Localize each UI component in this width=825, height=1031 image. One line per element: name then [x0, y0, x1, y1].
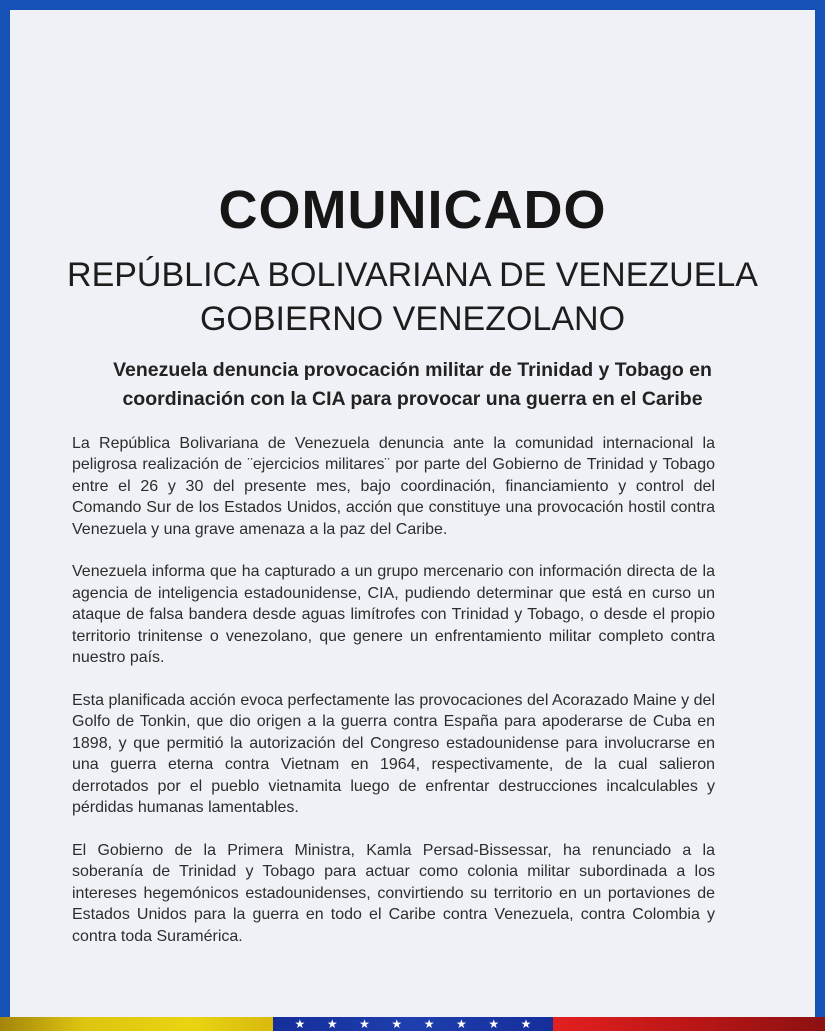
org-name-line2: GOBIERNO VENEZOLANO [199, 299, 626, 338]
flag-red-band [553, 1017, 825, 1031]
flag-star-icon: ★ [359, 1017, 370, 1031]
paragraph-1: La República Bolivariana de Venezuela denuncia ante la comunidad internacional la peligrosa realización de ¨ejercicios militares¨ por parte del Gobierno de Trinidad y Tobago entre el 26 y 30 del presente mes, bajo coordinación, financiamiento y control del Comando Sur de los Estados Unidos, acción que constituye una provocación hostil contra Venezuela y una grave amenaza a la paz del Caribe. [72, 434, 715, 538]
document-title: COMUNICADO [218, 180, 607, 240]
flag-star-icon: ★ [326, 1017, 338, 1031]
flag-star-icon: ★ [488, 1017, 500, 1031]
venezuela-flag-stripe [0, 1017, 825, 1031]
flag-star-icon: ★ [294, 1017, 306, 1031]
paragraph-3: Esta planificada acción evoca perfectamente las provocaciones del Acorazado Maine y del Golfo de Tonkin, que dio origen a la guerra contra España para apoderarse de Cuba en 1898, y que permitió la autorización del Congreso estadounidense para involucrarse en una guerra eterna contra Vietnam en 1964, respectivamente, de la cual salieron derrotados por el pueblo vietnamita luego de enfrentar destrucciones incalculables y pérdidas humanas lamentables. [72, 691, 715, 817]
flag-star-icon: ★ [391, 1017, 403, 1031]
document-content [10, 10, 815, 947]
org-name-line1: REPÚBLICA BOLIVARIANA DE VENEZUELA [67, 255, 758, 294]
flag-yellow-band [0, 1017, 273, 1031]
document-body [72, 433, 715, 948]
flag-blue-band [273, 1017, 553, 1031]
flag-star-icon: ★ [520, 1017, 532, 1031]
flag-star-icon: ★ [423, 1017, 435, 1031]
flag-star-icon: ★ [456, 1017, 467, 1031]
document-headline: Venezuela denuncia provocación militar de Trinidad y Tobago en coordinación con la CIA para provocar una guerra en el Caribe [113, 359, 712, 411]
document-sheet [10, 10, 815, 1017]
paragraph-2: Venezuela informa que ha capturado a un grupo mercenario con información directa de la agencia de inteligencia estadounidense, CIA, pudiendo determinar que está en curso un ataque de falsa bandera desde aguas limítrofes con Trinidad y Tobago, o desde el propio territorio trinitense o venezolano, que genere un enfrentamiento militar completo contra nuestro país. [72, 563, 715, 667]
paragraph-4: El Gobierno de la Primera Ministra, Kamla Persad-Bissessar, ha renunciado a la soberanía de Trinidad y Tobago para actuar como colonia militar subordinada a los intereses hegemónicos estadounidenses, convirtiendo su territorio en un portaviones de Estados Unidos para la guerra en todo el Caribe contra Venezuela, contra Colombia y contra toda Suramérica. [72, 841, 715, 945]
